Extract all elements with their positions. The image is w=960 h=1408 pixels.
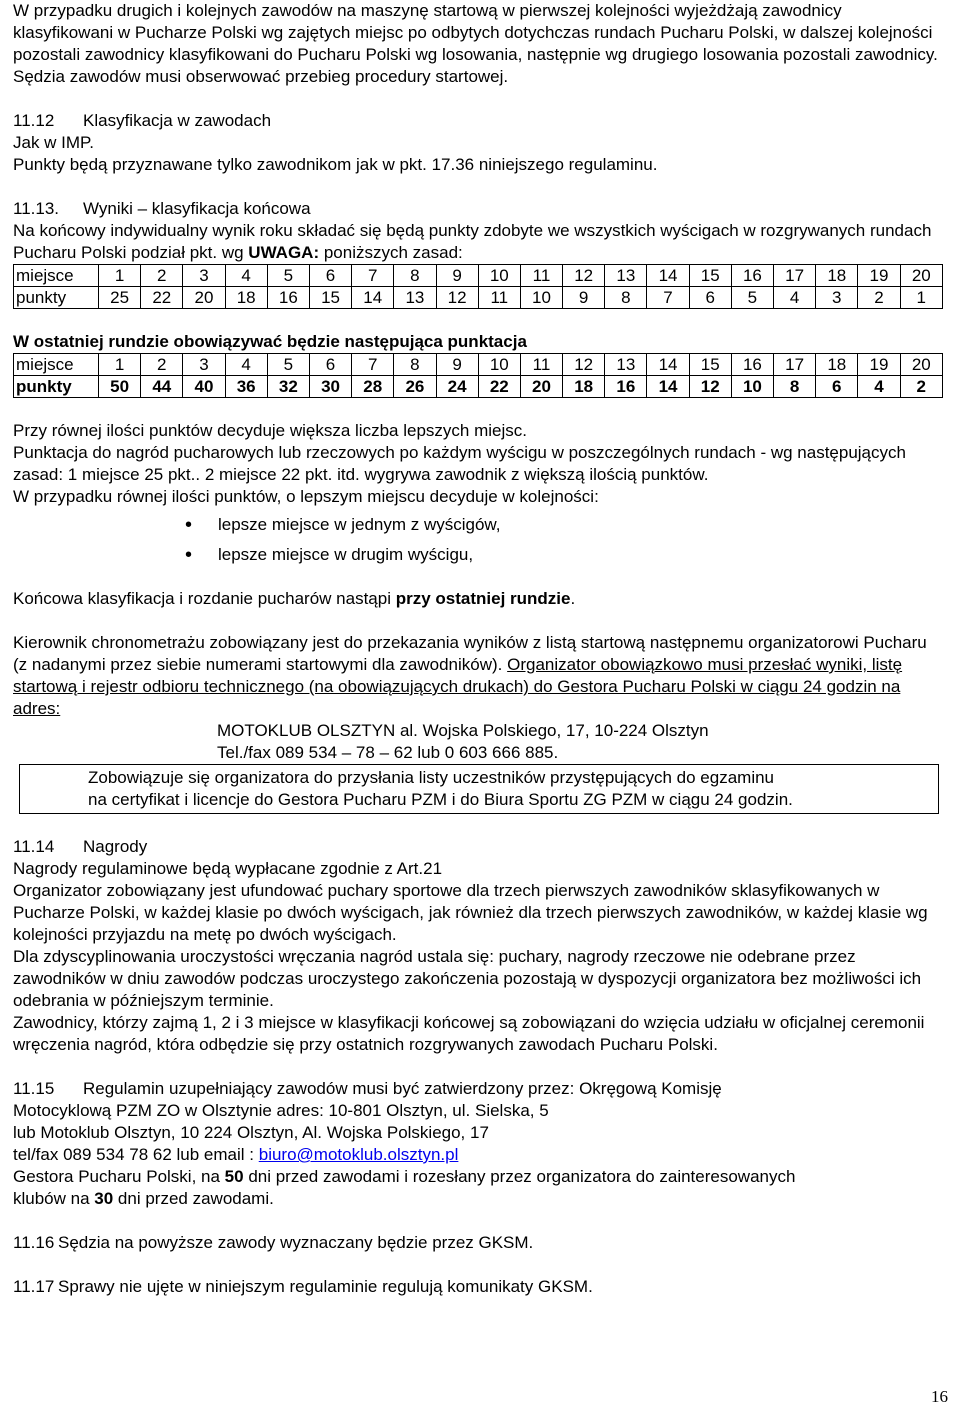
table-cell: 8 [394,265,436,287]
points-table [13,264,943,309]
table-cell: 16 [267,287,309,309]
last-round-heading: W ostatniej rundzie obowiązywać będzie następująca punktacja [13,332,527,351]
table-cell: 17 [774,265,816,287]
email-link[interactable]: biuro@motoklub.olsztyn.pl [258,1145,459,1164]
text-run: Sprawy nie ujęte w niniejszym regulaminie regulują komunikaty GKSM. [58,1277,593,1296]
text-run: Kierownik chronometrażu zobowiązany jest do przekazania wyników z listą startową następnemu organizatorowi Pucharu (z nadanymi przez siebie numerami startowymi dla zawodników). [13,633,927,674]
section-number: 11.13. [13,199,60,218]
table-cell: 4 [858,376,900,398]
table-cell: 19 [858,265,900,287]
notice-line: na certyfikat i licencje do Gestora Pucharu PZM i do Biura Sportu ZG PZM w ciągu 24 godzin. [88,790,793,809]
table-cell: 15 [689,265,731,287]
text-run: Sędzia na powyższe zawody wyznaczany będzie przez GKSM. [58,1233,534,1252]
section-number: 11.16 [13,1233,55,1252]
table-cell: 40 [183,376,225,398]
table-cell: 3 [183,354,225,376]
section-number: 11.17 [13,1277,55,1296]
table-cell: 20 [900,265,942,287]
table-cell: 17 [774,354,816,376]
table-cell: 2 [858,287,900,309]
table-row-points [14,376,943,398]
table-cell: 18 [225,287,267,309]
chronometry-paragraph [13,632,943,720]
text-run: tel/fax 089 534 78 62 lub email : [13,1145,259,1164]
table-cell: 1 [900,287,942,309]
table-cell: 14 [647,265,689,287]
text-run: dni przed zawodami i rozesłany przez organizatora do zainteresowanych [243,1167,796,1186]
table-cell: 10 [731,376,773,398]
table-cell: 12 [689,376,731,398]
table-cell: 2 [141,354,183,376]
section-11-12-heading [13,110,943,132]
section-title: Nagrody [83,837,148,856]
table-cell: 6 [309,265,351,287]
table-cell: 10 [520,287,562,309]
table-cell: 2 [900,376,942,398]
table-cell: 12 [563,265,605,287]
text-run: Na końcowy indywidualny wynik roku składać się będą punkty zdobyte we wszystkich wyścigach w rozgrywanych rundach Pucharu Polski podział pkt. wg [13,221,932,262]
table-cell: 14 [647,354,689,376]
table-cell: 2 [141,265,183,287]
intro-judge-note: Sędzia zawodów musi obserwować przebieg procedury startowej. [13,67,509,86]
page-number: 16 [931,1387,948,1406]
table-row-points [14,287,943,309]
table-cell: 24 [436,376,478,398]
section-11-13-text [13,220,943,264]
text-run: . [570,589,576,608]
table-cell: 13 [605,354,647,376]
table-cell: 7 [352,265,394,287]
section-number: 11.14 [13,837,55,856]
list-item: • lepsze miejsce w drugim wyścigu, [13,544,943,566]
table-cell: 7 [352,354,394,376]
table-cell: 10 [478,265,520,287]
text-run: Końcowa klasyfikacja i rozdanie pucharów nastąpi [13,589,396,608]
table-cell: 20 [183,287,225,309]
table-cell: 36 [225,376,267,398]
prizes-p3: Dla zdyscyplinowania uroczystości wręczania nagród ustala się: puchary, nagrody rzeczowe nie odebrane przez zawodników w dniu zawodów podczas uroczystego zakończenia pozostają w dyspozycji organizatora bez możliwości ich odebrania w późniejszym terminie. [13,947,922,1010]
race-prize-rule: Punktacja do nagród pucharowych lub rzeczowych po każdym wyścigu w poszczególnych rundach - wg następujących zasad: 1 miejsce 25 pkt.. 2 miejsce 22 pkt. itd. wygrywa zawodnik z większą ilością punktów. [13,443,906,484]
table-cell: 6 [309,354,351,376]
table-cell: 8 [774,376,816,398]
section-number: 11.15 [13,1079,55,1098]
intro-paragraph: W przypadku drugich i kolejnych zawodów na maszynę startową w pierwszej kolejności wyjeżdżają zawodnicy klasyfikowani w Pucharze Polski wg zajętych miejsc po odbytych dotychczas rundach Pucharu Polski, w dalszej kolejności pozostali zawodnicy klasyfikowani do Pucharu Polski wg losowania, następnie wg drugiego losowania pozostali zawodnicy. [13,1,938,64]
table-cell: 26 [394,376,436,398]
table-cell: 18 [816,265,858,287]
notice-box [19,764,939,814]
days-count: 50 [224,1167,244,1186]
table-cell: 9 [436,265,478,287]
text-run: Regulamin uzupełniający zawodów musi być zatwierdzony przez: Okręgową Komisję [83,1079,722,1098]
section-11-16 [13,1232,943,1254]
table-cell: 10 [478,354,520,376]
table-row-places [14,265,943,287]
table-cell: 12 [563,354,605,376]
tie-order-list [13,514,943,566]
table-row-places [14,354,943,376]
section-11-15-line3: lub Motoklub Olsztyn, 10 224 Olsztyn, Al. Wojska Polskiego, 17 [13,1123,489,1142]
table-cell: 8 [394,354,436,376]
last-round-points-table [13,353,943,398]
table-cell: 28 [352,376,394,398]
address-line: MOTOKLUB OLSZTYN al. Wojska Polskiego, 17, 10-224 Olsztyn [217,721,709,740]
table-cell: 4 [774,287,816,309]
text-run: poniższych zasad: [319,243,463,262]
table-cell: 13 [605,265,647,287]
prizes-p4: Zawodnicy, którzy zajmą 1, 2 i 3 miejsce w klasyfikacji końcowej są zobowiązani do wzięcia udziału w oficjalnej ceremonii wręczenia nagród, która odbędzie się przy ostatnich rozgrywanych zawodach Pucharu Polski. [13,1013,925,1054]
table-cell: 16 [731,265,773,287]
table-cell: 16 [605,376,647,398]
table-cell: 4 [225,354,267,376]
list-item: • lepsze miejsce w jednym z wyścigów, [13,514,943,536]
table-cell: 30 [309,376,351,398]
row-label: punkty [14,376,99,398]
section-title: Wyniki – klasyfikacja końcowa [83,199,311,218]
table-cell: 20 [900,354,942,376]
notice-line: Zobowiązuje się organizatora do przysłania listy uczestników przystępujących do egzaminu [88,768,775,787]
table-cell: 16 [731,354,773,376]
table-cell: 5 [267,265,309,287]
document-page [13,0,943,1298]
table-cell: 7 [647,287,689,309]
table-cell: 22 [141,287,183,309]
table-cell: 11 [520,265,562,287]
table-cell: 15 [309,287,351,309]
section-11-15-line6 [13,1188,943,1210]
table-cell: 18 [816,354,858,376]
table-cell: 5 [731,287,773,309]
prizes-p2: Organizator zobowiązany jest ufundować puchary sportowe dla trzech pierwszych zawodników sklasyfikowanych w Pucharze Polski, w każdej klasie po dwóch wyścigach, jak również dla trzech pierwszych zawodników, w każdej klasie wg kolejności przyjazdu na metę po dwóch wyścigach. [13,881,928,944]
table-cell: 1 [99,354,141,376]
section-11-12-line1: Jak w IMP. [13,133,94,152]
table-cell: 1 [99,265,141,287]
table-cell: 6 [816,376,858,398]
section-11-12-line2: Punkty będą przyznawane tylko zawodnikom jak w pkt. 17.36 niniejszego regulaminu. [13,155,658,174]
emphasis: przy ostatniej rundzie [395,589,571,608]
text-run: klubów na [13,1189,95,1208]
table-cell: 15 [689,354,731,376]
section-11-15-line5 [13,1166,943,1188]
table-cell: 50 [99,376,141,398]
table-cell: 25 [99,287,141,309]
text-run: dni przed zawodami. [113,1189,274,1208]
table-cell: 44 [141,376,183,398]
table-cell: 11 [478,287,520,309]
table-cell: 3 [816,287,858,309]
table-cell: 14 [352,287,394,309]
section-11-15-line2: Motocyklową PZM ZO w Olsztynie adres: 10-801 Olsztyn, ul. Sielska, 5 [13,1101,549,1120]
table-cell: 9 [563,287,605,309]
row-label: miejsce [14,265,99,287]
tie-order-intro: W przypadku równej ilości punktów, o lepszym miejscu decyduje w kolejności: [13,487,599,506]
table-cell: 22 [478,376,520,398]
table-cell: 3 [183,265,225,287]
section-11-13-heading [13,198,943,220]
phone-line: Tel./fax 089 534 – 78 – 62 lub 0 603 666 885. [217,743,559,762]
table-cell: 6 [689,287,731,309]
row-label: punkty [14,287,99,309]
table-cell: 9 [436,354,478,376]
section-11-14-heading [13,836,943,858]
table-cell: 12 [436,287,478,309]
section-11-15-line4 [13,1144,943,1166]
section-11-15-line1 [13,1078,943,1100]
table-cell: 20 [520,376,562,398]
table-cell: 19 [858,354,900,376]
section-title: Klasyfikacja w zawodach [83,111,272,130]
underlined-text: Organizator obowiązkowo musi przesłać wyniki, listę startową i rejestr odbioru technicznego (na obowiązujących drukach) do Gestora Pucharu Polski w ciągu 24 godzin na adres: [13,655,903,718]
tie-rule: Przy równej ilości punktów decyduje większa liczba lepszych miejsc. [13,421,527,440]
section-number: 11.12 [13,111,55,130]
final-classification-note [13,588,943,610]
table-cell: 5 [267,354,309,376]
prizes-p1: Nagrody regulaminowe będą wypłacane zgodnie z Art.21 [13,859,443,878]
text-run: Gestora Pucharu Polski, na [13,1167,225,1186]
table-cell: 4 [225,265,267,287]
warning-label: UWAGA: [248,243,320,262]
section-11-17 [13,1276,943,1298]
table-cell: 11 [520,354,562,376]
table-cell: 18 [563,376,605,398]
table-cell: 8 [605,287,647,309]
row-label: miejsce [14,354,99,376]
days-count: 30 [94,1189,114,1208]
table-cell: 32 [267,376,309,398]
table-cell: 13 [394,287,436,309]
table-cell: 14 [647,376,689,398]
